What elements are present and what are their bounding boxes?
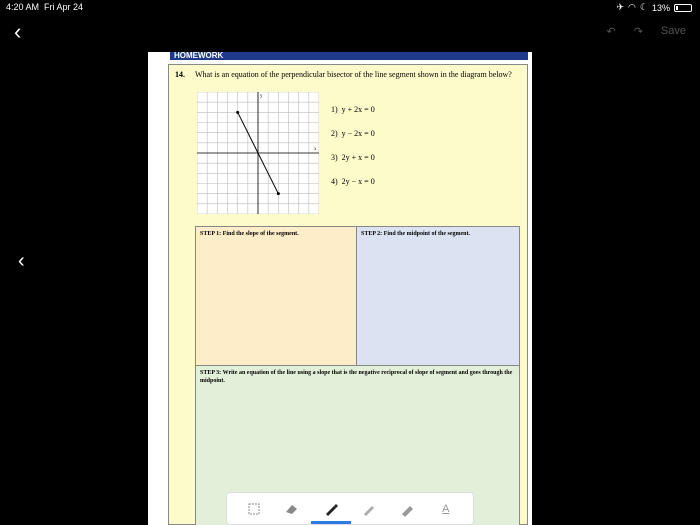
problem-box [168, 64, 528, 525]
status-time: 4:20 AM Fri Apr 24 [6, 2, 84, 12]
homework-header: HOMEWORK [170, 52, 528, 60]
answer-choices [331, 105, 375, 201]
redo-icon[interactable]: ↷ [633, 26, 643, 38]
text-icon[interactable]: A [442, 502, 450, 515]
step-3-text: STEP 3: Write an equation of the line using a slope that is the negative reciprocal of slope of segment and goes through the midpoint. [200, 370, 513, 384]
segment-endpoint-end [277, 192, 280, 195]
question-text: What is an equation of the perpendicular bisector of the line segment shown in the diagram below? [195, 70, 512, 79]
choice-3: 3) 2y + x = 0 [331, 153, 375, 162]
save-button[interactable]: Save [660, 25, 686, 37]
lasso-icon[interactable] [245, 500, 263, 518]
nav-bar [0, 14, 700, 52]
status-right [617, 2, 693, 13]
status-bar [0, 0, 700, 14]
pencil-icon[interactable] [360, 500, 378, 518]
airplane-icon: ✈ [616, 2, 625, 12]
nav-actions [606, 25, 686, 38]
battery-icon [674, 4, 692, 12]
wifi-icon: ◠ [628, 2, 636, 12]
moon-icon: ☾ [639, 2, 648, 12]
step-1-text: STEP 1: Find the slope of the segment. [200, 231, 299, 237]
choice-2: 2) y − 2x = 0 [331, 129, 375, 138]
x-axis-label: x [314, 147, 317, 152]
question-number: 14. [175, 70, 185, 79]
pen-icon[interactable] [322, 500, 340, 518]
battery-percent: 13% [651, 2, 670, 13]
segment-endpoint-start [236, 111, 239, 114]
previous-page-icon[interactable]: ‹ [18, 250, 25, 272]
undo-icon[interactable]: ↶ [606, 26, 616, 38]
marker-icon[interactable] [398, 500, 416, 518]
step-2-text: STEP 2: Find the midpoint of the segment. [361, 231, 471, 237]
choice-1: 1) y + 2x = 0 [331, 105, 375, 114]
coordinate-graph [197, 92, 319, 214]
back-button[interactable]: ‹ [14, 19, 22, 44]
y-axis-label: y [260, 94, 263, 99]
step-2-box[interactable] [356, 226, 520, 366]
eraser-icon[interactable] [283, 500, 301, 518]
markup-toolbar [226, 492, 474, 525]
step-1-box[interactable] [195, 226, 357, 366]
choice-4: 4) 2y − x = 0 [331, 177, 375, 186]
active-tool-indicator [311, 521, 351, 524]
worksheet-page[interactable] [148, 52, 532, 525]
